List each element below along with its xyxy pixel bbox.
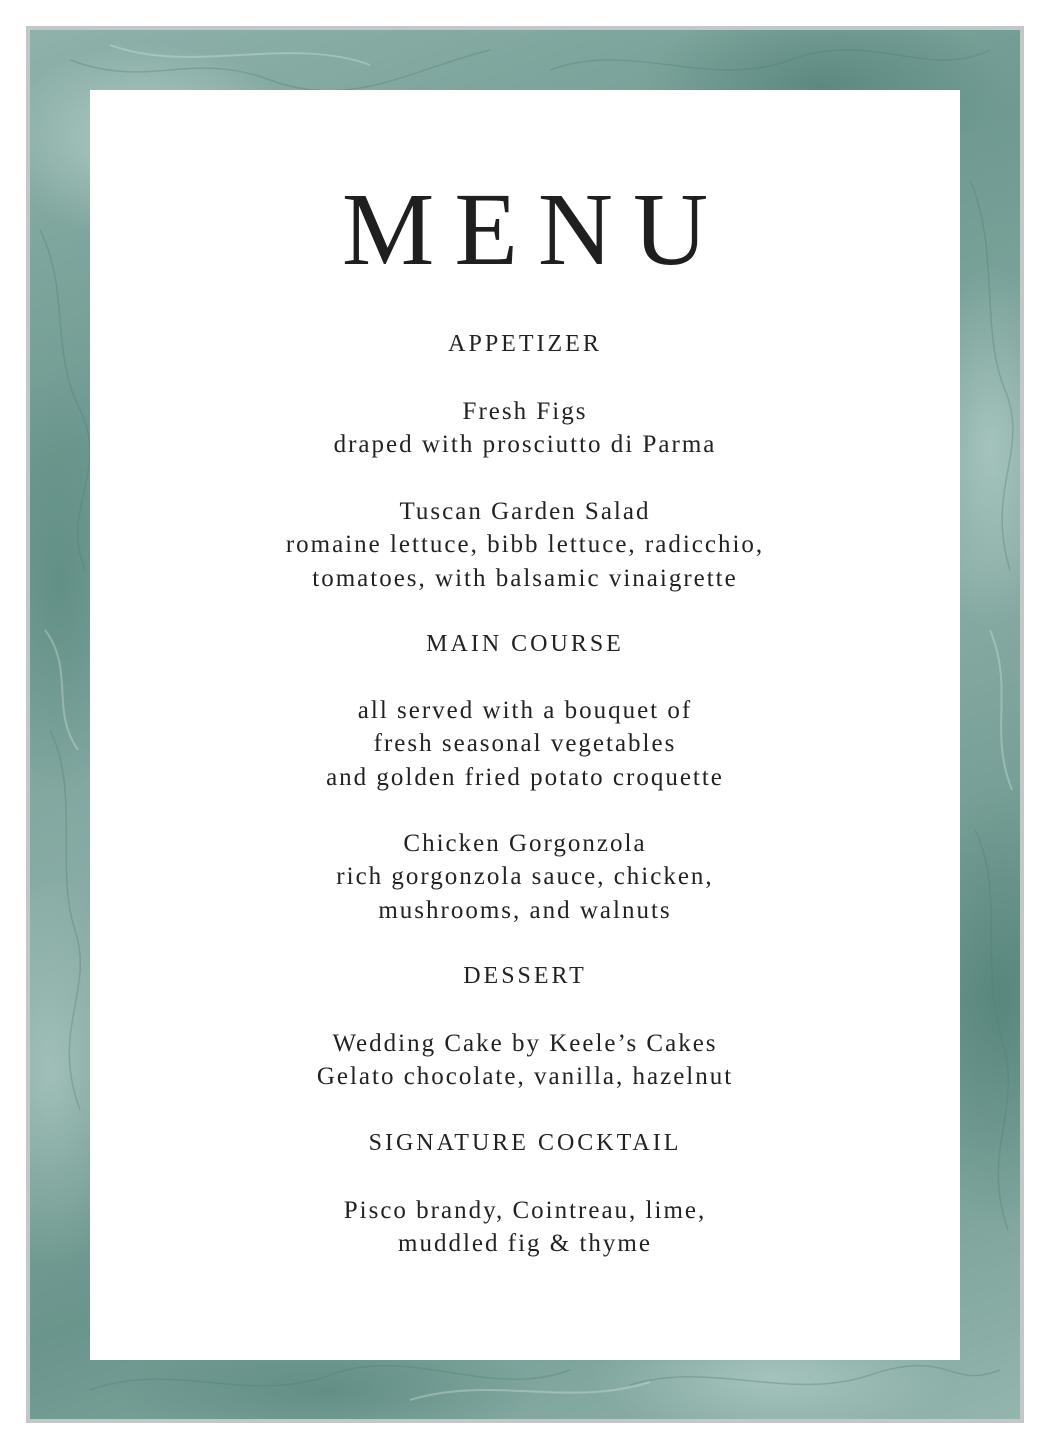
dish-description: muddled fig & thyme: [398, 1230, 652, 1258]
dish-name: Fresh Figs: [462, 398, 588, 425]
main-course-section: [90, 628, 960, 661]
cocktail-heading: SIGNATURE COCKTAIL: [368, 1130, 682, 1156]
dessert-item-1: [90, 1027, 960, 1094]
dessert-section: [90, 960, 960, 993]
menu-title: MENU: [341, 172, 729, 287]
note-line: fresh seasonal vegetables: [373, 730, 677, 758]
dessert-heading: DESSERT: [463, 963, 587, 989]
dish-description: rich gorgonzola sauce, chicken,: [336, 863, 714, 891]
cocktail-section: [90, 1127, 960, 1160]
dish-name: Tuscan Garden Salad: [399, 498, 651, 525]
note-line: all served with a bouquet of: [357, 697, 693, 724]
cocktail-item-1: [90, 1194, 960, 1261]
dish-name: Wedding Cake by Keele’s Cakes: [332, 1030, 718, 1057]
dish-description: tomatoes, with balsamic vinaigrette: [312, 564, 738, 592]
main-course-note: [90, 694, 960, 794]
main-course-heading: MAIN COURSE: [426, 631, 624, 657]
appetizer-item-2: [90, 495, 960, 595]
appetizer-item-1: [90, 395, 960, 462]
note-line: and golden fried potato croquette: [326, 763, 724, 791]
dish-description: Pisco brandy, Cointreau, lime,: [343, 1197, 707, 1224]
dish-name: Chicken Gorgonzola: [403, 830, 647, 857]
appetizer-section: [90, 328, 960, 361]
dish-description: Gelato chocolate, vanilla, hazelnut: [316, 1063, 734, 1091]
main-course-item-1: [90, 827, 960, 927]
dish-description: draped with prosciutto di Parma: [333, 431, 717, 459]
appetizer-heading: APPETIZER: [448, 331, 602, 357]
dish-description: mushrooms, and walnuts: [378, 896, 672, 924]
dish-description: romaine lettuce, bibb lettuce, radicchio,: [285, 531, 765, 559]
menu-card: [26, 26, 1024, 1423]
menu-panel: [90, 90, 960, 1360]
